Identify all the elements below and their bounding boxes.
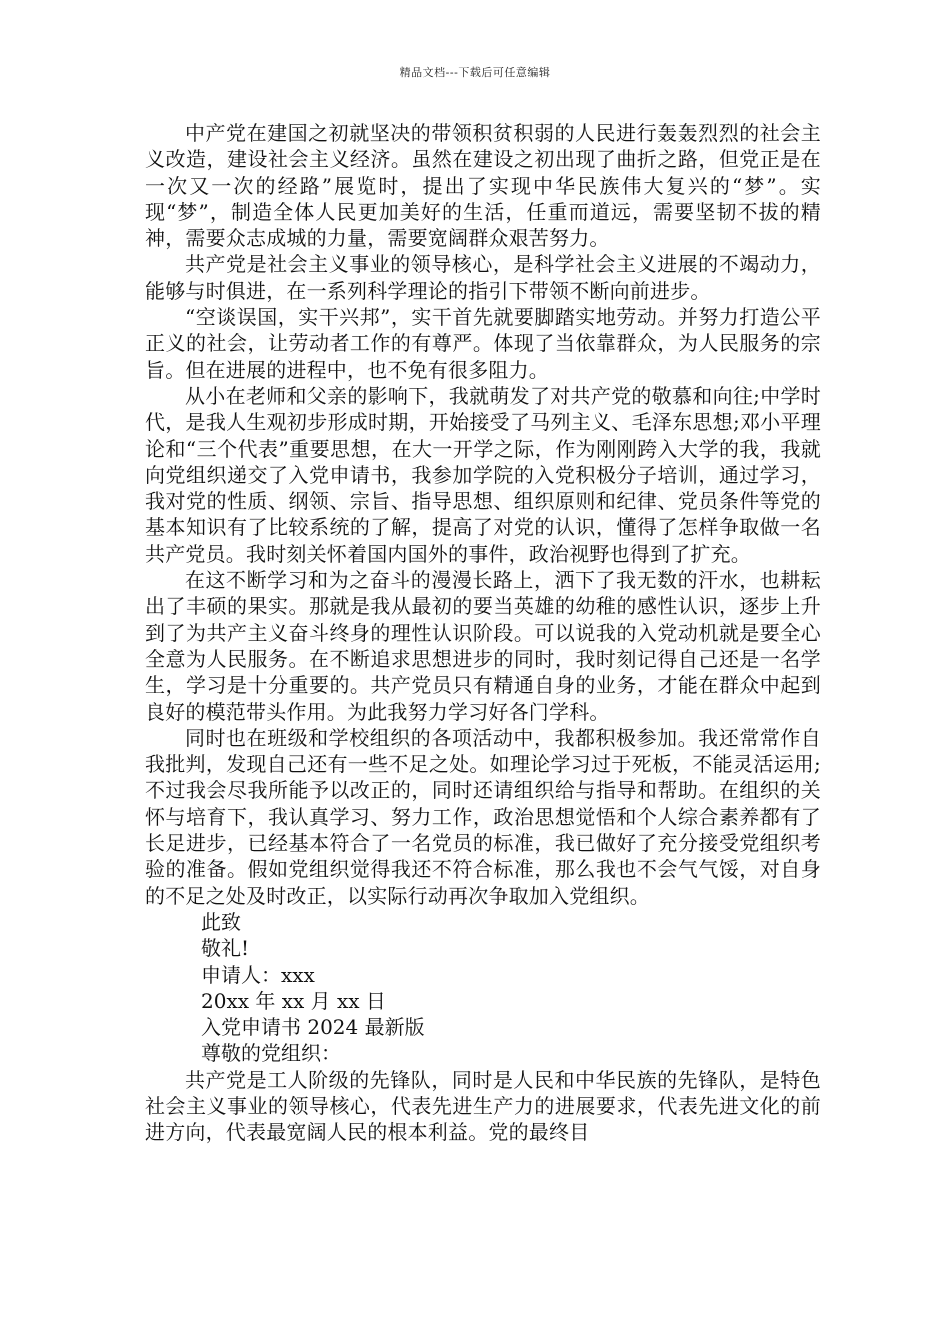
- paragraph-2: 共产党是社会主义事业的领导核心，是科学社会主义进展的不竭动力，能够与时俱进，在一系列科学理论的指引下带领不断向前进步。: [145, 252, 821, 303]
- document-body: [145, 120, 821, 1146]
- paragraph-6: 同时也在班级和学校组织的各项活动中，我都积极参加。我还常常作自我批判，发现自己还有一些不足之处。如理论学习过于死板，不能灵活运用;不过我会尽我所能予以改正的，同时还请组织给与指导和帮助。在组织的关怀与培育下，我认真学习、努力工作，政治思想觉悟和个人综合素养都有了长足进步，已经基本符合了一名党员的标准，我已做好了充分接受党组织考验的准备。假如党组织觉得我还不符合标准，那么我也不会气气馁，对自身的不足之处及时改正，以实际行动再次争取加入党组织。: [145, 725, 821, 908]
- page-header: 精品文档---下载后可任意编辑: [399, 66, 551, 79]
- applicant-line: 申请人：xxx: [201, 962, 315, 987]
- closing-regards: 敬礼!: [201, 936, 250, 961]
- closing-salutation: 此致: [201, 909, 241, 934]
- tail-paragraph: 共产党是工人阶级的先锋队，同时是人民和中华民族的先锋队，是特色社会主义事业的领导核心，代表先进生产力的进展要求，代表先进文化的前进方向，代表最宽阔人民的根本利益。党的最终目: [145, 1067, 821, 1145]
- paragraph-1: 中产党在建国之初就坚决的带领积贫积弱的人民进行轰轰烈烈的社会主义改造，建设社会主义经济。虽然在建设之初出现了曲折之路，但党正是在一次又一次的经路”展览时，提出了实现中华民族伟大复兴的“梦”。实现“梦”，制造全体人民更加美好的生活，任重而道远，需要坚韧不拔的精神，需要众志成城的力量，需要宽阔群众艰苦努力。: [145, 121, 821, 251]
- next-document-title: 入党申请书 2024 最新版: [201, 1015, 425, 1040]
- paragraph-3: “空谈误国，实干兴邦”，实干首先就要脚踏实地劳动。并努力打造公平正义的社会，让劳动者工作的有尊严。体现了当依靠群众，为人民服务的宗旨。但在进展的进程中，也不免有很多阻力。: [145, 305, 821, 382]
- date-line: 20xx 年 xx 月 xx 日: [201, 988, 386, 1013]
- paragraph-5: 在这不断学习和为之奋斗的漫漫长路上，洒下了我无数的汗水，也耕耘出了丰硕的果实。那就是我从最初的要当英雄的幼稚的感性认识，逐步上升到了为共产主义奋斗终身的理性认识阶段。可以说我的入党动机就是要全心全意为人民服务。在不断追求思想进步的同时，我时刻记得自己还是一名学生，学习是十分重要的。共产党员只有精通自身的业务，才能在群众中起到良好的模范带头作用。为此我努力学习好各门学科。: [145, 568, 821, 724]
- greeting-line: 尊敬的党组织：: [201, 1041, 341, 1066]
- paragraph-4: 从小在老师和父亲的影响下，我就萌发了对共产党的敬慕和向往;中学时代，是我人生观初步形成时期，开始接受了马列主义、毛泽东思想;邓小平理论和“三个代表”重要思想，在大一开学之际，作为刚刚跨入大学的我，我就向党组织递交了入党申请书，我参加学院的入党积极分子培训，通过学习，我对党的性质、纲领、宗旨、指导思想、组织原则和纪律、党员条件等党的基本知识有了比较系统的了解，提高了对党的认识，懂得了怎样争取做一名共产党员。我时刻关怀着国内国外的事件，政治视野也得到了扩充。: [145, 383, 821, 566]
